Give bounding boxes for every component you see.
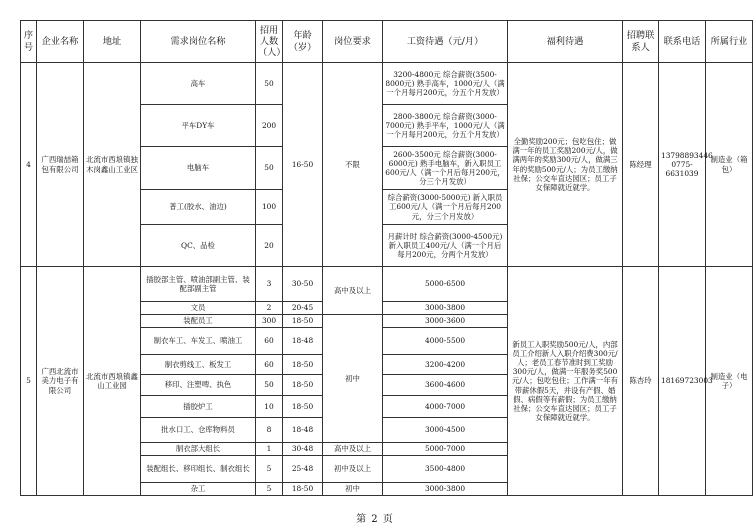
- header-job: 需求岗位名称: [141, 21, 256, 63]
- wage-cell: 2800-3800元 综合薪资(3000-7000元) 熟手平车，1000元/人（满一个月每月200元，分五个月发放）: [383, 105, 508, 147]
- position-age: 18-50: [283, 375, 323, 396]
- wage-cell: 3000-3800: [383, 302, 508, 315]
- position-title: 插胶部主管、喷油部副主管、装配部副主管: [141, 267, 256, 302]
- table-row: [21, 63, 753, 105]
- wage-cell: 3600-4600: [383, 375, 508, 396]
- position-age: 18-50: [283, 315, 323, 328]
- page-number: 第 2 页: [356, 514, 394, 525]
- position-count: 2: [256, 302, 283, 315]
- position-requirement: 初中及以上: [323, 456, 383, 483]
- industry-cell: 制造业（电子）: [706, 267, 753, 496]
- position-count: 8: [256, 418, 283, 443]
- wage-cell: 5000-6500: [383, 267, 508, 302]
- position-count: 50: [256, 375, 283, 396]
- wage-cell: 4000-7000: [383, 396, 508, 418]
- position-count: 5: [256, 456, 283, 483]
- header-industry: 所属行业: [706, 21, 753, 63]
- wage-cell: 3200-4200: [383, 355, 508, 375]
- position-age: 18-48: [283, 418, 323, 443]
- wage-cell: 4000-5500: [383, 328, 508, 355]
- position-age: 18-48: [283, 328, 323, 355]
- position-title: 普工(胶水、油边): [141, 190, 256, 225]
- industry-cell: 制造业（箱包）: [706, 63, 753, 267]
- position-count: 50: [256, 63, 283, 105]
- position-count: 3: [256, 267, 283, 302]
- position-title: 插胶炉工: [141, 396, 256, 418]
- position-title: 制衣剪线工、板发工: [141, 355, 256, 375]
- header-row: [21, 21, 753, 63]
- contact-person: 陈经理: [623, 63, 659, 267]
- header-company: 企业名称: [37, 21, 84, 63]
- wage-cell: 月薪计时 综合薪资(3000-4500元) 新入职员工400元/人（满一个月后每月200元，分两个月发放）: [383, 225, 508, 267]
- position-title: 制衣部大组长: [141, 443, 256, 456]
- contact-phone: 18169723003: [659, 267, 706, 496]
- position-title: 电脑车: [141, 147, 256, 190]
- position-title: 杂工: [141, 483, 256, 496]
- position-title: 文员: [141, 302, 256, 315]
- position-title: 制衣车工、车发工、喷油工: [141, 328, 256, 355]
- wage-cell: 综合薪资(3000-5000元) 新入职员工600元/人（满一个月后每月200元，分三个月发放）: [383, 190, 508, 225]
- wage-cell: 3000-3600: [383, 315, 508, 328]
- position-requirement: 高中及以上: [323, 443, 383, 456]
- position-age: 18-50: [283, 355, 323, 375]
- header-wage: 工资待遇（元/月）: [383, 21, 508, 63]
- position-count: 60: [256, 328, 283, 355]
- seq-cell: 5: [21, 267, 37, 496]
- recruitment-table: [20, 20, 753, 496]
- position-age: 18-50: [283, 483, 323, 496]
- position-age: 20-45: [283, 302, 323, 315]
- header-count: 招用人数（人）: [256, 21, 283, 63]
- position-age: 30-50: [283, 267, 323, 302]
- wage-cell: 3000-3800: [383, 483, 508, 496]
- company-address: 北流市西埌镇鑫山工业园: [84, 267, 141, 496]
- position-title: 批水口工、仓库物料员: [141, 418, 256, 443]
- position-requirement: 初中: [323, 315, 383, 443]
- wage-cell: 3200-4800元 综合薪资(3500-8000元) 熟手高车，1000元/人（满一个月每月200元，分五个月发放）: [383, 63, 508, 105]
- position-title: 移印、注塑啤、执色: [141, 375, 256, 396]
- position-title: 装配组长、移印组长、制衣组长: [141, 456, 256, 483]
- position-count: 200: [256, 105, 283, 147]
- position-requirement: 初中: [323, 483, 383, 496]
- position-count: 100: [256, 190, 283, 225]
- position-count: 300: [256, 315, 283, 328]
- company-name: 广西瑞喆箱包有限公司: [37, 63, 84, 267]
- header-phone: 联系电话: [659, 21, 706, 63]
- position-requirement: 高中及以上: [323, 267, 383, 315]
- position-age: 30-48: [283, 443, 323, 456]
- requirement: 不限: [323, 63, 383, 267]
- header-welfare: 福利待遇: [508, 21, 623, 63]
- position-count: 10: [256, 396, 283, 418]
- position-age: 25-48: [283, 456, 323, 483]
- header-seq: 序号: [21, 21, 37, 63]
- position-age: 18-50: [283, 396, 323, 418]
- position-title: 高车: [141, 63, 256, 105]
- header-requirement: 岗位要求: [323, 21, 383, 63]
- position-title: 平车DY车: [141, 105, 256, 147]
- wage-cell: 2600-3500元 综合薪资(3000-6000元) 熟手电脑车，新入职员工600元/人（满一个月后每月200元，分三个月发放）: [383, 147, 508, 190]
- welfare-cell: 全勤奖励200元；包吃包住；做满一年的员工奖励200元/人，做满两年的奖励300元/人，做满三年的奖励500元/人；为员工缴纳社保；公交车直达园区；员工子女保障就近就学。: [508, 63, 623, 267]
- header-address: 地址: [84, 21, 141, 63]
- position-count: 1: [256, 443, 283, 456]
- wage-cell: 3000-4500: [383, 418, 508, 443]
- table-row: [21, 267, 753, 302]
- age-range: 16-50: [283, 63, 323, 267]
- wage-cell: 5000-7000: [383, 443, 508, 456]
- company-address: 北流市西埌镇独木岗鑫山工业区: [84, 63, 141, 267]
- position-count: 5: [256, 483, 283, 496]
- seq-cell: 4: [21, 63, 37, 267]
- contact-person: 陈杏玲: [623, 267, 659, 496]
- company-name: 广西北流市美力电子有限公司: [37, 267, 84, 496]
- header-age: 年龄（岁）: [283, 21, 323, 63]
- position-title: QC、品检: [141, 225, 256, 267]
- position-title: 装配员工: [141, 315, 256, 328]
- wage-cell: 3500-4800: [383, 456, 508, 483]
- position-count: 60: [256, 355, 283, 375]
- welfare-cell: 新员工入职奖励500元/人，内部员工介绍新人入职介绍费300元/人；老员工春节准时到工奖励300元/人，做满一年服务奖500元/人；包吃包住；工作满一年有带薪休假5天，并设有产假、婚假、病假等有薪假；为员工缴纳社保；公交车直达园区；员工子女保障就近就学。: [508, 267, 623, 496]
- header-contact: 招聘联系人: [623, 21, 659, 63]
- position-count: 20: [256, 225, 283, 267]
- contact-phone: 13798893446 0775-6631039: [659, 63, 706, 267]
- position-count: 50: [256, 147, 283, 190]
